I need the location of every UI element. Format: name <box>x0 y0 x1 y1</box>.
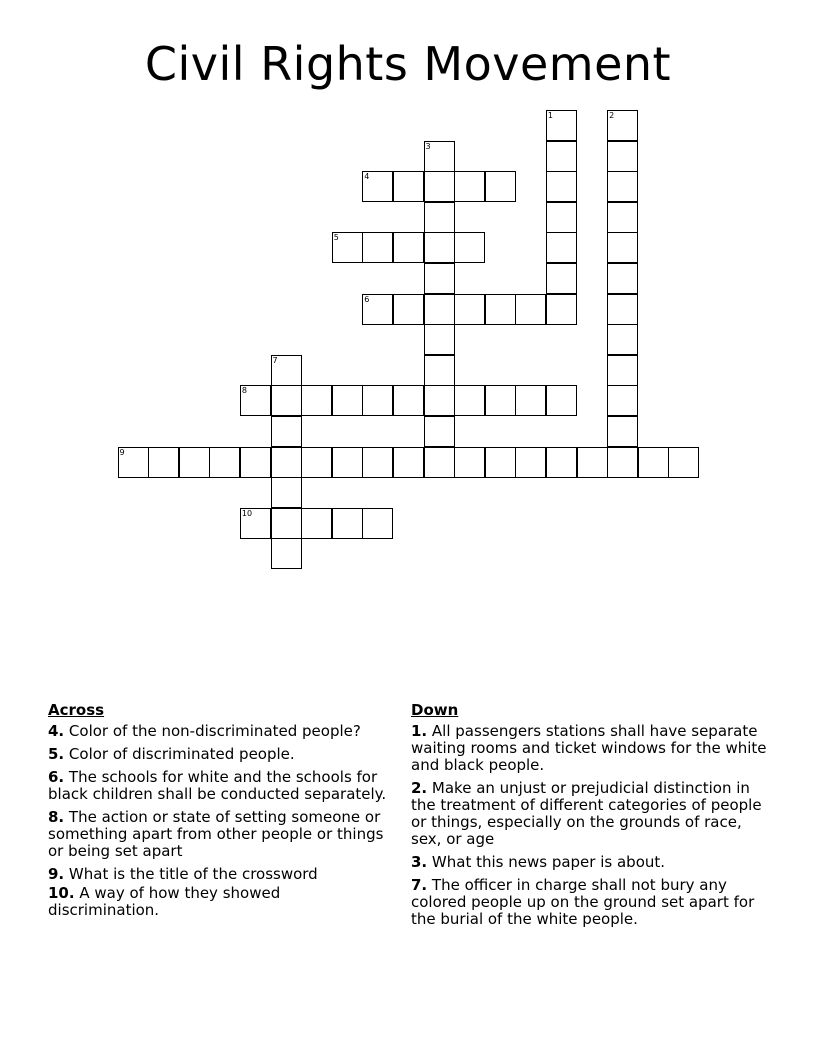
crossword-cell[interactable] <box>301 385 332 416</box>
crossword-cell[interactable] <box>546 141 577 172</box>
clue-across-5 <box>48 746 393 763</box>
clue-text: The action or state of setting someone or something apart from other people or things or being set apart <box>48 808 384 860</box>
clue-number: 2. <box>411 779 428 797</box>
clue-text: What is the title of the crossword <box>68 865 318 883</box>
crossword-cell[interactable] <box>271 385 302 416</box>
clue-down-3 <box>411 854 776 871</box>
clue-text: All passengers stations shall have separate waiting rooms and ticket windows for the white and black people. <box>411 722 767 774</box>
crossword-cell[interactable] <box>271 538 302 569</box>
crossword-cell[interactable] <box>607 202 638 233</box>
crossword-cell[interactable] <box>546 171 577 202</box>
crossword-cell[interactable] <box>607 263 638 294</box>
crossword-cell[interactable] <box>393 294 424 325</box>
clue-across-4 <box>48 723 393 740</box>
crossword-cell[interactable] <box>424 416 455 447</box>
crossword-cell[interactable] <box>424 171 455 202</box>
crossword-cell[interactable] <box>577 447 608 478</box>
cell-number: 2 <box>609 111 615 120</box>
clue-text: A way of how they showed discrimination. <box>48 884 281 919</box>
crossword-cell[interactable] <box>362 294 393 325</box>
crossword-cell[interactable] <box>301 508 332 539</box>
crossword-cell[interactable] <box>546 447 577 478</box>
crossword-cell[interactable] <box>607 416 638 447</box>
clue-number: 3. <box>411 853 428 871</box>
cell-number: 4 <box>364 172 370 182</box>
clue-text: The schools for white and the schools for black children shall be conducted separately. <box>48 768 387 803</box>
crossword-cell[interactable] <box>546 263 577 294</box>
crossword-cell[interactable] <box>271 447 302 478</box>
cell-number: 8 <box>241 386 247 396</box>
crossword-cell[interactable] <box>515 294 546 325</box>
down-clues <box>411 702 776 934</box>
crossword-cell[interactable] <box>362 171 393 202</box>
crossword-cell[interactable] <box>209 447 240 478</box>
clue-down-1 <box>411 723 776 774</box>
crossword-cell[interactable] <box>546 232 577 263</box>
down-heading: Down <box>411 701 459 719</box>
clue-down-2 <box>411 780 776 848</box>
crossword-cell[interactable] <box>332 385 363 416</box>
crossword-cell[interactable] <box>362 508 393 539</box>
crossword-cell[interactable] <box>424 385 455 416</box>
crossword-cell[interactable] <box>454 232 485 263</box>
clue-down-7 <box>411 877 776 928</box>
cell-number: 7 <box>272 355 278 365</box>
clue-text: Color of the non-discriminated people? <box>68 722 361 740</box>
crossword-cell[interactable] <box>240 508 271 539</box>
crossword-cell[interactable] <box>607 294 638 325</box>
crossword-cell[interactable] <box>454 385 485 416</box>
crossword-cell[interactable] <box>424 355 455 386</box>
crossword-cell[interactable] <box>607 324 638 355</box>
crossword-cell[interactable] <box>424 447 455 478</box>
clue-across-9 <box>48 866 393 883</box>
clue-text: Make an unjust or prejudicial distinction in the treatment of different categories of people or things, especially on the grounds of race, sex, or age <box>411 779 762 848</box>
clue-text: The officer in charge shall not bury any colored people up on the ground set apart for the burial of the white people. <box>411 876 755 928</box>
crossword-cell[interactable] <box>332 508 363 539</box>
crossword-cell[interactable] <box>607 355 638 386</box>
clue-number: 5. <box>48 745 65 763</box>
clue-text: Color of discriminated people. <box>68 745 295 763</box>
crossword-cell[interactable] <box>454 294 485 325</box>
crossword-cell[interactable] <box>301 447 332 478</box>
cell-number: 9 <box>119 447 125 457</box>
cell-number: 3 <box>425 141 431 151</box>
crossword-cell[interactable] <box>332 447 363 478</box>
crossword-cell[interactable] <box>515 385 546 416</box>
crossword-cell[interactable] <box>515 447 546 478</box>
crossword-cell[interactable] <box>607 110 638 141</box>
crossword-cell[interactable] <box>485 447 516 478</box>
crossword-cell[interactable] <box>607 385 638 416</box>
cell-number: 1 <box>547 111 553 120</box>
clue-number: 1. <box>411 722 428 740</box>
across-clues <box>48 702 393 925</box>
crossword-cell[interactable] <box>118 447 149 478</box>
crossword-cell[interactable] <box>485 385 516 416</box>
crossword-cell[interactable] <box>271 416 302 447</box>
crossword-cell[interactable] <box>332 232 363 263</box>
page-title: Civil Rights Movement <box>144 37 672 91</box>
crossword-cell[interactable] <box>271 477 302 508</box>
crossword-cell[interactable] <box>424 324 455 355</box>
cell-number: 10 <box>241 508 253 518</box>
crossword-cell[interactable] <box>454 171 485 202</box>
crossword-cell[interactable] <box>393 171 424 202</box>
cell-number: 5 <box>333 233 339 243</box>
crossword-cell[interactable] <box>240 385 271 416</box>
clue-number: 8. <box>48 808 65 826</box>
clue-across-10 <box>48 885 393 919</box>
crossword-cell[interactable] <box>271 355 302 386</box>
clue-across-8 <box>48 809 393 860</box>
crossword-cell[interactable] <box>148 447 179 478</box>
crossword-cell[interactable] <box>546 294 577 325</box>
clue-number: 9. <box>48 865 65 883</box>
clue-across-6 <box>48 769 393 803</box>
crossword-cell[interactable] <box>454 447 485 478</box>
crossword-cell[interactable] <box>424 263 455 294</box>
crossword-cell[interactable] <box>240 447 271 478</box>
crossword-cell[interactable] <box>362 385 393 416</box>
cell-number: 6 <box>364 294 370 304</box>
crossword-cell[interactable] <box>362 447 393 478</box>
clue-number: 4. <box>48 722 65 740</box>
crossword-cell[interactable] <box>393 385 424 416</box>
crossword-cell[interactable] <box>271 508 302 539</box>
clue-number: 10. <box>48 884 75 902</box>
crossword-cell[interactable] <box>424 141 455 172</box>
crossword-cell[interactable] <box>424 202 455 233</box>
crossword-cell[interactable] <box>638 447 669 478</box>
crossword-cell[interactable] <box>546 202 577 233</box>
crossword-cell[interactable] <box>424 232 455 263</box>
crossword-cell[interactable] <box>393 232 424 263</box>
crossword-cell[interactable] <box>179 447 210 478</box>
crossword-cell[interactable] <box>393 447 424 478</box>
crossword-cell[interactable] <box>546 110 577 141</box>
crossword-cell[interactable] <box>668 447 699 478</box>
clue-number: 6. <box>48 768 65 786</box>
crossword-cell[interactable] <box>424 294 455 325</box>
crossword-cell[interactable] <box>607 447 638 478</box>
crossword-cell[interactable] <box>546 385 577 416</box>
crossword-cell[interactable] <box>485 294 516 325</box>
crossword-cell[interactable] <box>607 141 638 172</box>
crossword-cell[interactable] <box>362 232 393 263</box>
clue-number: 7. <box>411 876 428 894</box>
crossword-cell[interactable] <box>485 171 516 202</box>
crossword-cell[interactable] <box>607 171 638 202</box>
across-heading: Across <box>48 701 105 719</box>
crossword-cell[interactable] <box>607 232 638 263</box>
clue-text: What this news paper is about. <box>431 853 666 871</box>
